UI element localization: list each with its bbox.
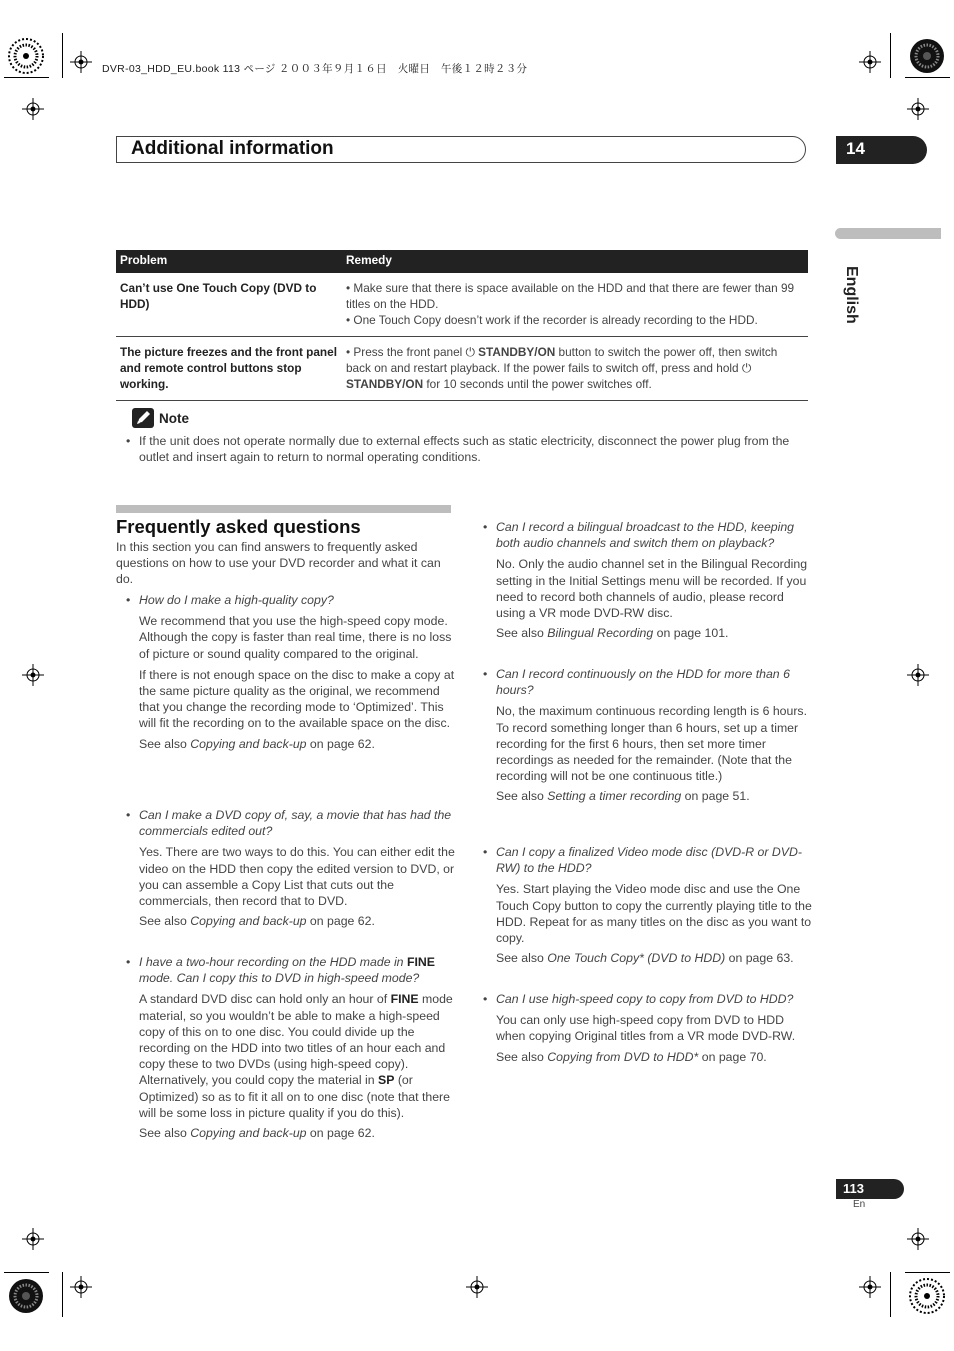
crop-mark	[62, 33, 63, 78]
faq-answer: We recommend that you use the high-speed copy mode. Although the copy is faster than real time, there is no loss of picture or sound quality compared to the original.	[139, 614, 452, 661]
cross-reference: Copying and back-up	[190, 736, 307, 751]
faq-question: • Can I record continuously on the HDD for more than 6 hours?	[496, 666, 814, 698]
see-also: See also Copying and back-up on page 62.	[139, 736, 375, 751]
power-icon: ⏻	[465, 345, 479, 359]
remedy-text: for 10 seconds until the power switches off.	[423, 377, 652, 391]
faq-question: • I have a two-hour recording on the HDD made in FINE mode. Can I copy this to DVD in high-speed mode?	[139, 954, 457, 986]
note-text	[126, 433, 808, 467]
note-pencil-icon	[132, 408, 154, 428]
faq-item	[139, 954, 457, 1141]
faq-item	[496, 844, 814, 966]
faq-intro: In this section you can find answers to frequently asked questions on how to use your DVD recorder and what it can do.	[116, 540, 441, 587]
crop-mark	[62, 1272, 63, 1317]
faq-answer: Yes. Start playing the Video mode disc and use the One Touch Copy button to copy the currently playing title to the HDD. Repeat for as many titles on the disc as you want to copy.	[496, 882, 812, 946]
crop-mark	[890, 33, 891, 78]
registration-crosshair-icon	[22, 664, 44, 686]
bullet: •	[126, 434, 131, 448]
crop-mark	[4, 1272, 49, 1273]
language-label: English	[843, 266, 860, 324]
faq-question: • Can I copy a finalized Video mode disc (DVD-R or DVD-RW) to the HDD?	[496, 844, 814, 876]
cross-reference: One Touch Copy* (DVD to HDD)	[547, 951, 726, 966]
language-tab-bar	[835, 228, 941, 239]
column-header-remedy: Remedy	[342, 250, 808, 273]
registration-starburst-icon	[8, 1278, 44, 1314]
faq-title: Frequently asked questions	[116, 516, 361, 537]
faq-answer: No. Only the audio channel set in the Bilingual Recording setting in the Initial Settings menu will be recorded. If you need to record both channels of audio, please record using a VR mode DVD-RW disc.	[496, 557, 808, 621]
problem-cell: The picture freezes and the front panel and remote control buttons stop working.	[116, 337, 342, 401]
see-also: See also Setting a timer recording on page 51.	[496, 789, 750, 804]
registration-crosshair-icon	[907, 664, 929, 686]
button-name: STANDBY/ON	[346, 377, 424, 391]
faq-item	[496, 666, 814, 805]
registration-crosshair-icon	[907, 98, 929, 120]
faq-question: • How do I make a high-quality copy?	[139, 592, 457, 608]
remedy-text: button to switch the power off, then switch back on and restart playback. If the power fails to switch off, press and hold	[346, 345, 778, 375]
faq-answer: Yes. There are two ways to do this. You can either edit the video on the HDD then copy the edited version to DVD, or you can assemble a Copy List that cuts out the commercials, then record that to DVD.	[139, 845, 455, 909]
remedy-line: • One Touch Copy doesn’t work if the recorder is already recording to the HDD.	[346, 313, 758, 327]
chapter-number-tab: 14	[836, 136, 927, 164]
remedy-text: • Press the front panel	[346, 345, 466, 359]
crop-mark	[890, 1272, 891, 1317]
cross-reference: Copying and back-up	[190, 1126, 307, 1141]
page-language-code: En	[853, 1199, 866, 1210]
faq-question: • Can I record a bilingual broadcast to the HDD, keeping both audio channels and switch them on playback?	[496, 519, 814, 551]
table-row	[116, 273, 808, 337]
note-label: Note	[159, 411, 189, 426]
remedy-cell	[342, 273, 808, 337]
remedy-cell	[342, 337, 808, 401]
faq-item	[139, 592, 457, 752]
faq-item	[496, 519, 814, 641]
faq-question: • Can I use high-speed copy to copy from DVD to HDD?	[496, 991, 814, 1007]
column-header-problem: Problem	[116, 250, 342, 273]
section-title: Additional information	[131, 138, 334, 159]
book-file-info: DVR-03_HDD_EU.book 113 ページ ２００３年９月１６日 火曜日 午後１２時２３分	[102, 63, 528, 75]
crop-mark	[905, 1272, 950, 1273]
registration-crosshair-icon	[859, 1276, 881, 1298]
see-also: See also Copying from DVD to HDD* on page 70.	[496, 1049, 767, 1064]
registration-crosshair-icon	[907, 1228, 929, 1250]
registration-starburst-icon	[8, 38, 44, 74]
crop-mark	[905, 77, 950, 78]
faq-answer: If there is not enough space on the disc to make a copy at the same picture quality as the original, we recommend that you change the recording mode to ‘Optimized’. This will fit the recording on to the available space on the disc.	[139, 667, 455, 731]
crop-mark	[4, 77, 49, 78]
faq-answer: A standard DVD disc can hold only an hour of FINE mode material, so you wouldn’t be able to make a high-speed copy of this on to one disc. You could divide up the recording on the HDD into two titles of an hour each and copy these to two DVDs (using high-speed copy). Alternatively, you could copy the material in SP (or Optimized) so as to fit it all on to one disc (note that there will be some loss in picture quality if you do this).	[139, 992, 453, 1120]
see-also: See also Bilingual Recording on page 101.	[496, 626, 729, 641]
registration-starburst-icon	[909, 1278, 945, 1314]
registration-crosshair-icon	[859, 51, 881, 73]
button-name: STANDBY/ON	[478, 345, 556, 359]
problem-cell: Can’t use One Touch Copy (DVD to HDD)	[116, 273, 342, 337]
faq-answer: You can only use high-speed copy from DVD to HDD when copying Original titles from a VR mode DVD-RW.	[496, 1013, 796, 1044]
note-body: If the unit does not operate normally due to external effects such as static electricity, disconnect the power plug from the outlet and insert again to return to normal operating conditions.	[139, 434, 790, 465]
see-also: See also One Touch Copy* (DVD to HDD) on page 63.	[496, 951, 794, 966]
faq-item	[139, 807, 457, 929]
cross-reference: Bilingual Recording	[547, 626, 654, 641]
table-row	[116, 337, 808, 401]
registration-crosshair-icon	[466, 1276, 488, 1298]
faq-answer: No, the maximum continuous recording length is 6 hours. To record something longer than 6 hours, set up a timer recording for the first 6 hours, then set more timer recordings as needed for the remainder. (Note that the recording will not be one continuous title.)	[496, 704, 807, 784]
remedy-line: • Make sure that there is space available on the HDD and that there are fewer than 99 titles on the HDD.	[346, 281, 795, 311]
troubleshooting-table	[116, 250, 808, 401]
faq-item	[496, 991, 814, 1065]
registration-starburst-icon	[909, 38, 945, 74]
page-number: 113	[836, 1179, 904, 1199]
registration-crosshair-icon	[70, 51, 92, 73]
registration-crosshair-icon	[70, 1276, 92, 1298]
power-icon: ⏻	[741, 361, 752, 375]
see-also: See also Copying and back-up on page 62.	[139, 914, 375, 929]
section-divider-bar	[116, 505, 451, 513]
see-also: See also Copying and back-up on page 62.	[139, 1126, 375, 1141]
cross-reference: Copying and back-up	[190, 914, 307, 929]
registration-crosshair-icon	[22, 1228, 44, 1250]
faq-question: • Can I make a DVD copy of, say, a movie that has had the commercials edited out?	[139, 807, 457, 839]
registration-crosshair-icon	[22, 98, 44, 120]
cross-reference: Copying from DVD to HDD*	[547, 1049, 699, 1064]
cross-reference: Setting a timer recording	[547, 789, 682, 804]
